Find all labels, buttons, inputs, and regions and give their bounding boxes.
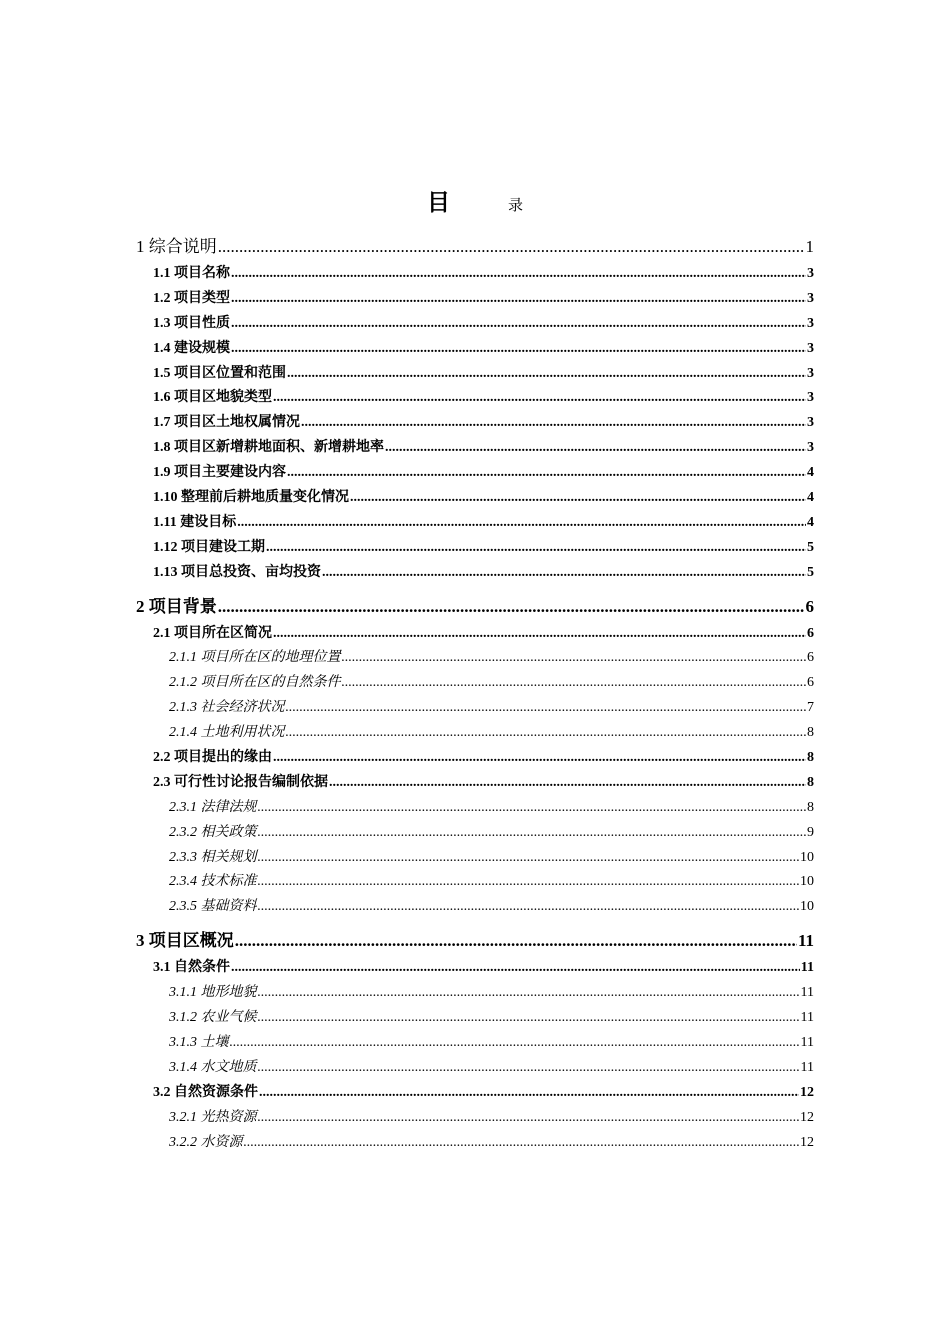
- toc-dot-leader: [342, 650, 807, 666]
- toc-entry-page: 10: [800, 849, 814, 865]
- toc-dot-leader: [273, 390, 806, 406]
- toc-entry-label: 2 项目背景: [136, 596, 217, 616]
- toc-entry-page: 4: [807, 465, 814, 481]
- toc-entry-label: 1.13 项目总投资、亩均投资: [153, 564, 321, 580]
- toc-entry[interactable]: [136, 671, 814, 696]
- toc-entry[interactable]: [136, 1006, 814, 1031]
- toc-dot-leader: [258, 825, 807, 841]
- toc-entry-page: 7: [807, 700, 814, 716]
- table-of-contents: [136, 232, 814, 1155]
- toc-entry-page: 6: [807, 650, 814, 666]
- toc-entry[interactable]: [136, 312, 814, 337]
- toc-dot-leader: [258, 985, 800, 1001]
- toc-entry-page: 3: [807, 340, 814, 356]
- toc-entry-label: 1.1 项目名称: [153, 266, 230, 281]
- toc-entry[interactable]: [136, 1056, 814, 1081]
- toc-entry[interactable]: [136, 796, 814, 821]
- toc-entry-label: 2.3.1 法律法规: [169, 799, 257, 815]
- toc-entry[interactable]: [136, 262, 814, 287]
- toc-dot-leader: [230, 1035, 800, 1051]
- toc-entry[interactable]: [136, 895, 814, 920]
- toc-entry[interactable]: [136, 1106, 814, 1131]
- toc-dot-leader: [244, 1135, 800, 1151]
- toc-dot-leader: [259, 1085, 799, 1101]
- toc-dot-leader: [301, 415, 806, 431]
- toc-dot-leader: [218, 237, 805, 257]
- toc-entry-label: 1.6 项目区地貌类型: [153, 390, 272, 406]
- toc-entry-label: 2.1.2 项目所在区的自然条件: [169, 675, 341, 691]
- toc-entry-page: 10: [800, 899, 814, 915]
- toc-entry-label: 1.4 建设规模: [153, 340, 230, 356]
- toc-dot-leader: [350, 490, 806, 506]
- toc-entry-page: 3: [807, 415, 814, 431]
- toc-entry-label: 2.1.4 土地利用状况: [169, 725, 285, 741]
- toc-dot-leader: [231, 960, 800, 976]
- toc-entry-label: 1.12 项目建设工期: [153, 539, 265, 555]
- toc-entry[interactable]: [136, 1131, 814, 1156]
- toc-entry[interactable]: [136, 846, 814, 871]
- toc-entry[interactable]: [136, 436, 814, 461]
- toc-entry-label: 2.3 可行性讨论报告编制依据: [153, 774, 328, 790]
- toc-dot-leader: [385, 440, 806, 456]
- toc-entry-label: 1.3 项目性质: [153, 315, 230, 331]
- toc-entry[interactable]: [136, 386, 814, 411]
- toc-entry[interactable]: [136, 561, 814, 586]
- toc-entry-page: 11: [797, 931, 814, 951]
- toc-dot-leader: [322, 565, 806, 581]
- toc-entry[interactable]: [136, 536, 814, 561]
- toc-entry-page: 3: [807, 390, 814, 406]
- toc-entry-page: 11: [800, 985, 814, 1001]
- toc-entry[interactable]: [136, 461, 814, 486]
- toc-entry-label: 3.1.2 农业气候: [169, 1010, 257, 1026]
- toc-entry-label: 3.2.2 水资源: [169, 1134, 243, 1150]
- toc-entry-label: 3.1.4 水文地质: [169, 1059, 257, 1075]
- toc-entry[interactable]: [136, 411, 814, 436]
- toc-entry-page: 11: [800, 1010, 814, 1026]
- toc-dot-leader: [286, 700, 807, 716]
- toc-entry-label: 1.10 整理前后耕地质量变化情况: [153, 490, 349, 506]
- toc-entry[interactable]: [136, 1031, 814, 1056]
- toc-entry-page: 5: [807, 539, 814, 555]
- toc-entry-label: 3.1.3 土壤: [169, 1034, 229, 1050]
- toc-dot-leader: [273, 750, 806, 766]
- toc-dot-leader: [237, 515, 806, 531]
- toc-entry[interactable]: [136, 287, 814, 312]
- toc-entry-page: 8: [807, 799, 814, 815]
- toc-entry[interactable]: [136, 362, 814, 387]
- toc-entry-label: 2.3.3 相关规划: [169, 849, 257, 865]
- toc-dot-leader: [258, 1010, 800, 1026]
- toc-entry-label: 1.11 建设目标: [153, 514, 237, 530]
- toc-entry[interactable]: [136, 1081, 814, 1106]
- toc-entry-label: 3.1 自然条件: [153, 960, 230, 976]
- toc-title: [0, 184, 950, 217]
- toc-entry-page: 3: [807, 290, 814, 306]
- toc-dot-leader: [231, 291, 806, 307]
- toc-entry-label: 2.3.4 技术标准: [169, 874, 257, 890]
- toc-entry-label: 1.5 项目区位置和范围: [153, 365, 286, 381]
- toc-entry-page: 6: [807, 675, 814, 691]
- toc-title-main: 目: [426, 190, 450, 215]
- toc-entry-label: 2.1.3 社会经济状况: [169, 700, 285, 716]
- toc-entry[interactable]: [136, 337, 814, 362]
- toc-dot-leader: [231, 341, 806, 357]
- toc-dot-leader: [329, 775, 806, 791]
- toc-entry-label: 1.2 项目类型: [153, 290, 230, 306]
- toc-entry-label: 1.7 项目区土地权属情况: [153, 415, 300, 431]
- toc-dot-leader: [231, 316, 806, 332]
- toc-entry-page: 5: [807, 564, 814, 580]
- toc-entry[interactable]: [136, 511, 814, 536]
- toc-dot-leader: [258, 850, 800, 866]
- toc-dot-leader: [258, 1110, 800, 1126]
- toc-dot-leader: [286, 725, 807, 741]
- toc-entry-page: 4: [807, 490, 814, 506]
- toc-dot-leader: [287, 366, 806, 382]
- toc-dot-leader: [273, 626, 806, 642]
- toc-entry-page: 12: [800, 1134, 814, 1150]
- toc-entry-page: 12: [800, 1084, 814, 1100]
- toc-entry-page: 12: [800, 1109, 814, 1125]
- toc-entry-label: 1 综合说明: [136, 237, 217, 256]
- toc-entry-page: 11: [800, 1059, 814, 1075]
- toc-dot-leader: [235, 931, 797, 951]
- toc-entry-label: 2.1.1 项目所在区的地理位置: [169, 650, 341, 666]
- toc-entry[interactable]: [136, 956, 814, 981]
- toc-entry[interactable]: [136, 592, 814, 622]
- toc-entry-label: 1.9 项目主要建设内容: [153, 465, 286, 481]
- toc-entry-page: 3: [807, 266, 814, 281]
- toc-entry-label: 3 项目区概况: [136, 931, 234, 951]
- toc-dot-leader: [258, 874, 800, 890]
- toc-entry[interactable]: [136, 746, 814, 771]
- toc-entry-label: 2.3.5 基础资料: [169, 899, 257, 915]
- toc-entry[interactable]: [136, 622, 814, 647]
- toc-entry-label: 2.3.2 相关政策: [169, 824, 257, 840]
- toc-entry-page: 6: [807, 625, 814, 641]
- toc-entry-page: 8: [807, 750, 814, 766]
- toc-entry[interactable]: [136, 821, 814, 846]
- toc-entry-page: 10: [800, 874, 814, 890]
- toc-entry[interactable]: [136, 870, 814, 895]
- toc-dot-leader: [287, 465, 806, 481]
- toc-entry-label: 1.8 项目区新增耕地面积、新增耕地率: [153, 440, 384, 456]
- toc-entry-page: 6: [805, 596, 814, 616]
- toc-entry-page: 3: [807, 440, 814, 456]
- toc-entry[interactable]: [136, 232, 814, 262]
- toc-entry-page: 3: [807, 365, 814, 381]
- toc-entry-page: 8: [807, 774, 814, 790]
- toc-entry[interactable]: [136, 926, 814, 956]
- toc-dot-leader: [231, 266, 806, 282]
- toc-dot-leader: [258, 1060, 800, 1076]
- toc-title-secondary: 录: [507, 198, 523, 214]
- toc-entry-page: 9: [807, 824, 814, 840]
- toc-entry-label: 2.1 项目所在区简况: [153, 625, 272, 641]
- toc-entry-label: 3.1.1 地形地貌: [169, 985, 257, 1001]
- toc-dot-leader: [258, 800, 807, 816]
- toc-entry-page: 8: [807, 725, 814, 741]
- toc-entry-label: 3.2 自然资源条件: [153, 1084, 258, 1100]
- toc-entry[interactable]: [136, 696, 814, 721]
- toc-entry-page: 11: [800, 960, 814, 976]
- toc-entry[interactable]: [136, 981, 814, 1006]
- toc-entry-label: 2.2 项目提出的缘由: [153, 750, 272, 766]
- toc-entry[interactable]: [136, 646, 814, 671]
- toc-entry-page: 1: [805, 237, 814, 256]
- toc-dot-leader: [218, 597, 805, 617]
- toc-dot-leader: [342, 675, 807, 691]
- toc-entry[interactable]: [136, 771, 814, 796]
- toc-dot-leader: [266, 540, 806, 556]
- toc-entry-page: 3: [807, 315, 814, 331]
- toc-entry-page: 4: [807, 514, 814, 530]
- toc-dot-leader: [258, 899, 800, 915]
- toc-entry-page: 11: [800, 1034, 814, 1050]
- toc-entry-label: 3.2.1 光热资源: [169, 1109, 257, 1125]
- toc-entry[interactable]: [136, 721, 814, 746]
- toc-entry[interactable]: [136, 486, 814, 511]
